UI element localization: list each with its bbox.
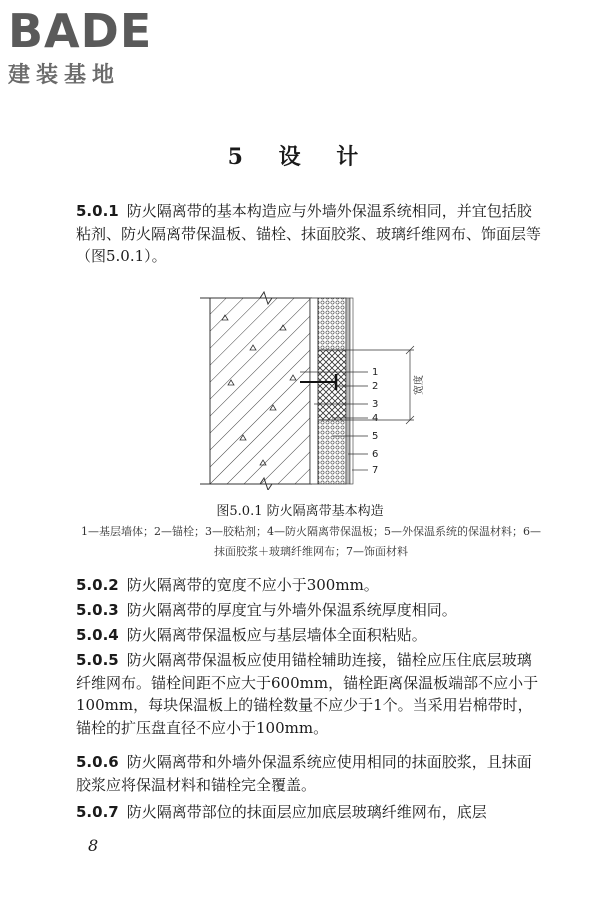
clause-text: 防火隔离带保温板应与基层墙体全面积粘贴。 xyxy=(126,626,427,644)
clause-text: 防火隔离带的宽度不应小于300mm。 xyxy=(126,576,379,594)
insulation-upper xyxy=(318,298,346,350)
finish-layer xyxy=(350,298,353,484)
logo-subtitle: 建装基地 xyxy=(8,63,121,88)
clause-5-0-4 xyxy=(76,624,546,647)
clause-number: 5.0.1 xyxy=(76,202,119,220)
clause-number: 5.0.7 xyxy=(76,803,119,821)
clause-5-0-7 xyxy=(76,801,546,824)
clause-text: 防火隔离带和外墙外保温系统应使用相同的抹面胶浆，且抹面胶浆应将保温材料和锚栓完全覆盖。 xyxy=(76,753,532,794)
callout-7: 7 xyxy=(372,465,379,476)
clause-text: 防火隔离带保温板应使用锚栓辅助连接，锚栓应压住底层玻璃纤维网布。锚栓间距不应大于600mm，锚栓距离保温板端部不应小于100mm，每块保温板上的锚栓数量不应少于1个。当采用岩棉带时，锚栓的扩压盘直径不应小于100mm。 xyxy=(76,651,539,737)
callout-4: 4 xyxy=(372,413,379,424)
figure-caption: 图5.0.1 防火隔离带基本构造 xyxy=(216,504,384,519)
clause-text: 防火隔离带的厚度宜与外墙外保温系统厚度相同。 xyxy=(126,601,457,619)
base-wall xyxy=(210,298,310,484)
clause-5-0-2 xyxy=(76,574,546,597)
render-mesh-layer xyxy=(346,298,350,484)
fire-barrier-board xyxy=(318,350,346,420)
clause-5-0-6 xyxy=(76,751,546,796)
clause-number: 5.0.2 xyxy=(76,576,119,594)
clause-number: 5.0.4 xyxy=(76,626,119,644)
callout-3: 3 xyxy=(372,399,379,410)
adhesive-layer xyxy=(310,298,318,484)
callout-6: 6 xyxy=(372,449,379,460)
clause-text: 防火隔离带部位的抹面层应加底层玻璃纤维网布，底层 xyxy=(126,803,487,821)
width-label: 宽度 xyxy=(414,375,425,395)
callout-2: 2 xyxy=(372,381,379,392)
logo xyxy=(8,6,188,89)
construction-diagram xyxy=(200,290,440,490)
width-dimension xyxy=(346,346,414,424)
callout-1: 1 xyxy=(372,367,379,378)
figure-legend: 1—基层墙体；2—锚栓；3—胶粘剂；4—防火隔离带保温板；5—外保温系统的保温材料；6—抹面胶浆＋玻璃纤维网布；7—饰面材料 xyxy=(81,525,541,558)
clause-5-0-1 xyxy=(76,200,546,268)
clause-number: 5.0.6 xyxy=(76,753,119,771)
callout-5: 5 xyxy=(372,431,379,442)
logo-wordmark: BADE xyxy=(8,4,153,58)
clause-text: 防火隔离带的基本构造应与外墙外保温系统相同，并宜包括胶粘剂、防火隔离带保温板、锚栓、抹面胶浆、玻璃纤维网布、饰面层等（图5.0.1）。 xyxy=(76,202,542,265)
page-number: 8 xyxy=(88,836,99,855)
section-title: 5 设 计 xyxy=(227,144,373,170)
clause-number: 5.0.3 xyxy=(76,601,119,619)
clause-5-0-5 xyxy=(76,649,546,739)
clause-5-0-3 xyxy=(76,599,546,622)
clause-number: 5.0.5 xyxy=(76,651,119,669)
insulation-lower xyxy=(318,420,346,484)
